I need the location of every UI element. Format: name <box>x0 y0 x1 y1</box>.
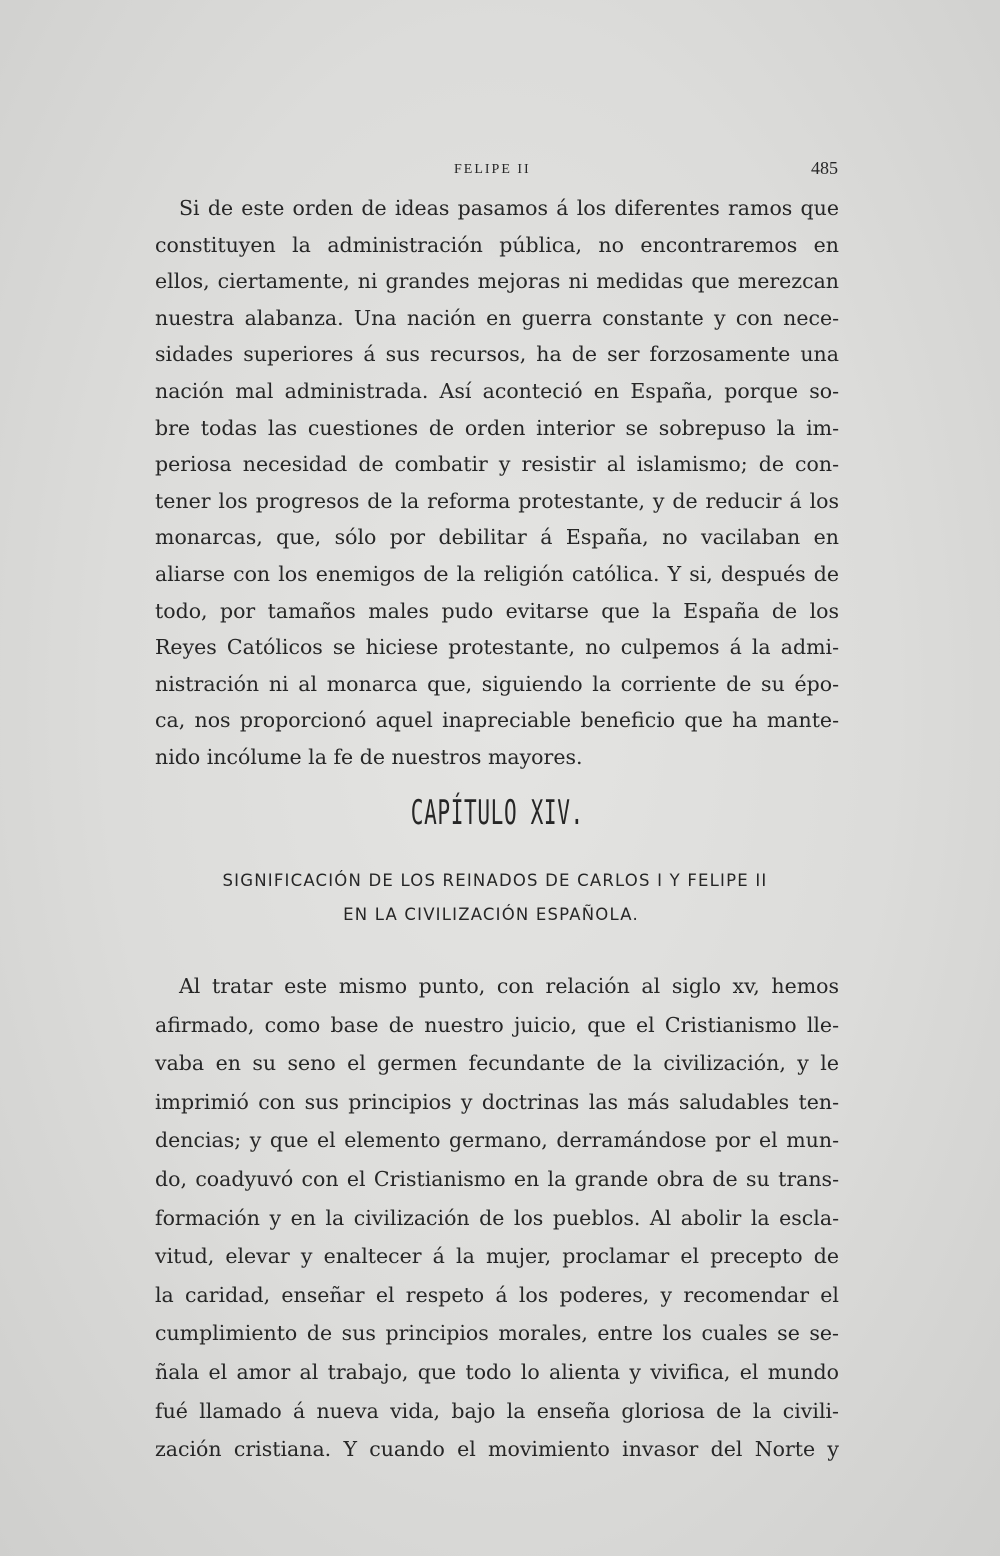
text-line: ca, nos proporcionó aquel inapreciable beneficio que ha mante- <box>155 708 839 733</box>
text-line: Al tratar este mismo punto, con relación al siglo xv, hemos <box>179 974 839 998</box>
text-line: formación y en la civilización de los pueblos. Al abolir la escla- <box>155 1205 839 1230</box>
text-line: constituyen la administración pública, no encontraremos en <box>155 232 839 257</box>
text-line: ellos, ciertamente, ni grandes mejoras ni medidas que merezcan <box>155 269 839 294</box>
text-line: afirmado, como base de nuestro juicio, que el Cristianismo lle- <box>155 1012 839 1037</box>
text-line: vitud, elevar y enaltecer á la mujer, proclamar el precepto de <box>155 1244 839 1269</box>
text-line: vaba en su seno el germen fecundante de la civilización, y le <box>155 1051 839 1076</box>
text-line: nido incólume la fe de nuestros mayores. <box>155 744 583 769</box>
text-line: bre todas las cuestiones de orden interior se sobrepuso la im- <box>155 415 839 440</box>
chapter-title: CAPÍTULO XIV. <box>410 793 584 833</box>
text-line: nuestra alabanza. Una nación en guerra constante y con nece- <box>155 305 839 330</box>
text-line: la caridad, enseñar el respeto á los poderes, y recomendar el <box>155 1282 839 1307</box>
text-line: Reyes Católicos se hiciese protestante, no culpemos á la admi- <box>155 635 839 660</box>
chapter-subtitle-line-1: SIGNIFICACIÓN DE LOS REINADOS DE CARLOS I Y FELIPE II <box>222 871 768 890</box>
paragraph-2 <box>155 967 839 1469</box>
chapter-subtitle-line-2: EN LA CIVILIZACIÓN ESPAÑOLA. <box>343 905 639 924</box>
running-title: FELIPE II <box>454 162 531 177</box>
text-line: fué llamado á nueva vida, bajo la enseña gloriosa de la civili- <box>155 1398 839 1423</box>
text-line: zación cristiana. Y cuando el movimiento invasor del Norte y <box>155 1437 839 1462</box>
text-line: dencias; y que el elemento germano, derramándose por el mun- <box>155 1128 839 1153</box>
text-line: periosa necesidad de combatir y resistir al islamismo; de con- <box>155 452 839 477</box>
text-line: cumplimiento de sus principios morales, entre los cuales se se- <box>155 1321 839 1346</box>
text-line: nistración ni al monarca que, siguiendo la corriente de su épo- <box>155 671 839 696</box>
text-line: Si de este orden de ideas pasamos á los diferentes ramos que <box>179 196 839 220</box>
text-line: tener los progresos de la reforma protestante, y de reducir á los <box>155 488 839 513</box>
text-line: nación mal administrada. Así aconteció en España, porque so- <box>155 378 839 403</box>
text-line: imprimió con sus principios y doctrinas las más saludables ten- <box>155 1089 839 1114</box>
text-line: do, coadyuvó con el Cristianismo en la grande obra de su trans- <box>155 1166 839 1191</box>
text-line: sidades superiores á sus recursos, ha de ser forzosamente una <box>155 342 839 367</box>
page-number: 485 <box>811 158 838 178</box>
text-line: todo, por tamaños males pudo evitarse que la España de los <box>155 598 839 623</box>
text-line: ñala el amor al trabajo, que todo lo alienta y vivifica, el mundo <box>155 1359 839 1384</box>
page-header <box>162 158 838 188</box>
paragraph-1 <box>155 190 839 776</box>
text-line: monarcas, que, sólo por debilitar á España, no vacilaban en <box>155 525 839 550</box>
text-line: aliarse con los enemigos de la religión católica. Y si, después de <box>155 561 839 586</box>
